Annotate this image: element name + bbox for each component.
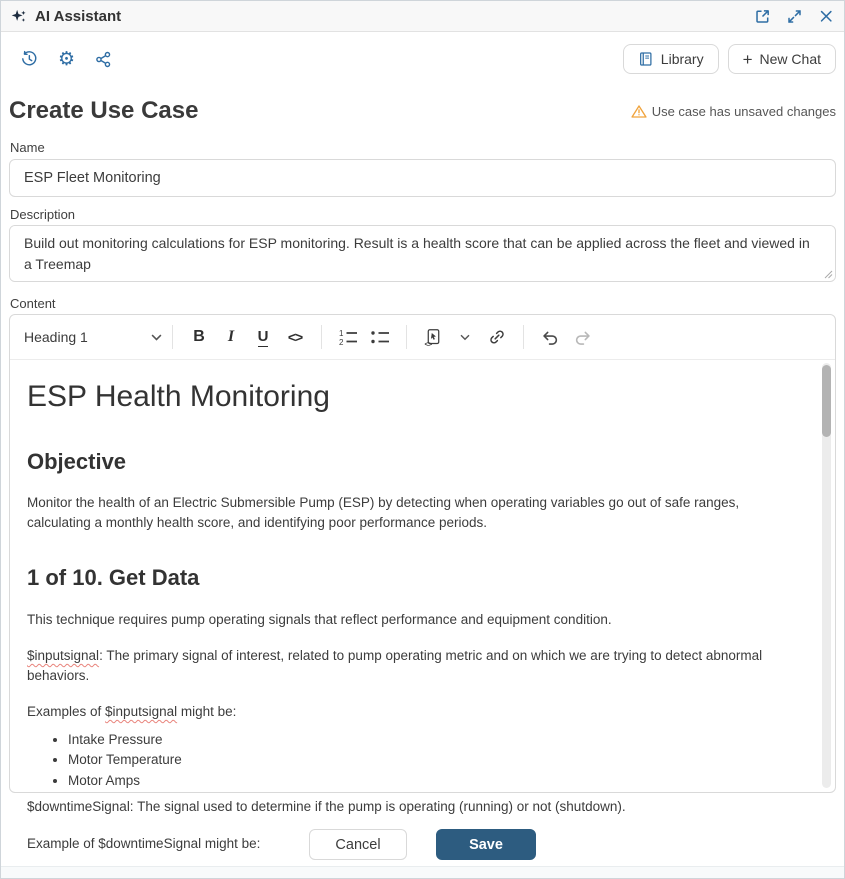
editor-scrollbar-track[interactable] xyxy=(822,363,831,788)
link-icon xyxy=(488,328,506,346)
expand-panel-button[interactable] xyxy=(786,8,803,25)
plus-icon: + xyxy=(742,49,753,69)
inputsignal-desc: : The primary signal of interest, related to pump operating metric and on which we are trying to detect abnormal behaviors. xyxy=(27,648,763,683)
doc-objective-text: Monitor the health of an Electric Submersible Pump (ESP) by detecting when operating variables go out of safe ranges, calculating a monthly health score, and identifying poor performance periods. xyxy=(27,495,740,530)
share-icon xyxy=(95,51,112,68)
underline-icon: U xyxy=(257,327,269,345)
header-bar xyxy=(1,1,844,32)
description-label: Description xyxy=(10,207,76,222)
toolbar-divider xyxy=(406,325,407,349)
description-textarea[interactable] xyxy=(9,225,836,282)
warning-triangle-icon xyxy=(631,104,647,119)
bottom-strip xyxy=(1,866,844,878)
examples-prefix: Examples of xyxy=(27,704,106,720)
doc-title: ESP Health Monitoring xyxy=(27,380,330,413)
svg-text:<>: <> xyxy=(423,340,432,349)
doc-step-heading: 1 of 10. Get Data xyxy=(27,565,200,591)
open-in-new-window-button[interactable] xyxy=(754,8,771,25)
examples-term: $inputsignal xyxy=(105,704,178,720)
inputsignal-term: $inputsignal xyxy=(27,648,100,664)
doc-downtime-example-paragraph: Example of $downtimeSignal might be: xyxy=(27,835,261,851)
list-item: • Motor Temperature xyxy=(68,750,803,770)
content-label: Content xyxy=(10,296,56,311)
insert-content-button[interactable] xyxy=(421,323,445,351)
save-button[interactable]: Save xyxy=(436,829,536,860)
bullet-list-icon xyxy=(370,329,390,346)
unsaved-changes-warning xyxy=(631,104,836,119)
redo-button[interactable] xyxy=(570,323,594,351)
toolbar-divider xyxy=(172,325,173,349)
unsaved-changes-text: Use case has unsaved changes xyxy=(651,104,836,119)
panel-title: AI Assistant xyxy=(35,7,122,25)
close-icon xyxy=(818,8,834,24)
code-button[interactable] xyxy=(283,323,307,351)
list-item: • Intake Pressure xyxy=(68,730,803,750)
bold-button[interactable] xyxy=(187,323,211,351)
redo-icon xyxy=(573,329,592,346)
expand-icon xyxy=(786,8,803,25)
new-chat-button[interactable] xyxy=(728,44,836,74)
bullet-list-button[interactable] xyxy=(368,323,392,351)
doc-downtime-paragraph: $downtimeSignal: The signal used to determine if the pump is operating (running) or not (shutdown). xyxy=(27,799,626,815)
library-book-icon xyxy=(638,51,654,67)
settings-button[interactable] xyxy=(58,47,76,70)
heading-style-select[interactable] xyxy=(24,329,162,345)
cancel-button[interactable]: Cancel xyxy=(309,829,407,860)
doc-inputsignal-paragraph xyxy=(27,646,803,685)
doc-signal-examples-list xyxy=(27,730,803,791)
gear-icon: ⚙ xyxy=(58,47,76,70)
bold-icon: B xyxy=(193,328,205,345)
doc-objective-heading: Objective xyxy=(27,448,127,474)
name-label: Name xyxy=(10,140,45,155)
insert-content-icon xyxy=(424,328,443,347)
share-button[interactable] xyxy=(95,51,112,68)
link-button[interactable] xyxy=(485,323,509,351)
ordered-list-button[interactable] xyxy=(336,323,360,351)
library-button-label: Library xyxy=(660,51,704,67)
name-input[interactable] xyxy=(9,159,836,197)
textarea-resize-handle[interactable] xyxy=(824,270,833,279)
heading-style-value: Heading 1 xyxy=(24,329,88,345)
italic-button[interactable] xyxy=(219,323,243,351)
undo-button[interactable] xyxy=(538,323,562,351)
svg-text:1: 1 xyxy=(339,328,344,338)
toolbar-divider xyxy=(321,325,322,349)
page-title: Create Use Case xyxy=(9,97,199,124)
italic-icon: I xyxy=(227,328,235,345)
ordered-list-icon xyxy=(338,329,358,346)
new-chat-button-label: New Chat xyxy=(759,51,821,67)
editor-toolbar xyxy=(10,315,835,360)
open-in-new-icon xyxy=(754,8,771,25)
list-item: • Motor Amps xyxy=(68,771,803,791)
doc-step-intro: This technique requires pump operating signals that reflect performance and equipment condition. xyxy=(27,611,612,627)
history-button[interactable] xyxy=(20,50,38,68)
examples-suffix: might be: xyxy=(177,704,237,720)
action-row xyxy=(1,41,844,77)
chevron-down-icon xyxy=(151,334,162,341)
undo-icon xyxy=(541,329,560,346)
svg-text:2: 2 xyxy=(339,337,344,347)
insert-content-dropdown[interactable] xyxy=(453,323,477,351)
close-panel-button[interactable] xyxy=(818,8,834,24)
code-icon: <> xyxy=(287,329,303,345)
library-button[interactable] xyxy=(623,44,719,74)
editor-scrollbar-thumb[interactable] xyxy=(822,365,831,437)
doc-examples-paragraph xyxy=(27,702,803,722)
history-icon xyxy=(20,50,38,68)
chevron-down-icon xyxy=(460,334,470,341)
ai-sparkle-icon xyxy=(11,8,28,25)
toolbar-divider xyxy=(523,325,524,349)
underline-button[interactable] xyxy=(251,323,275,351)
